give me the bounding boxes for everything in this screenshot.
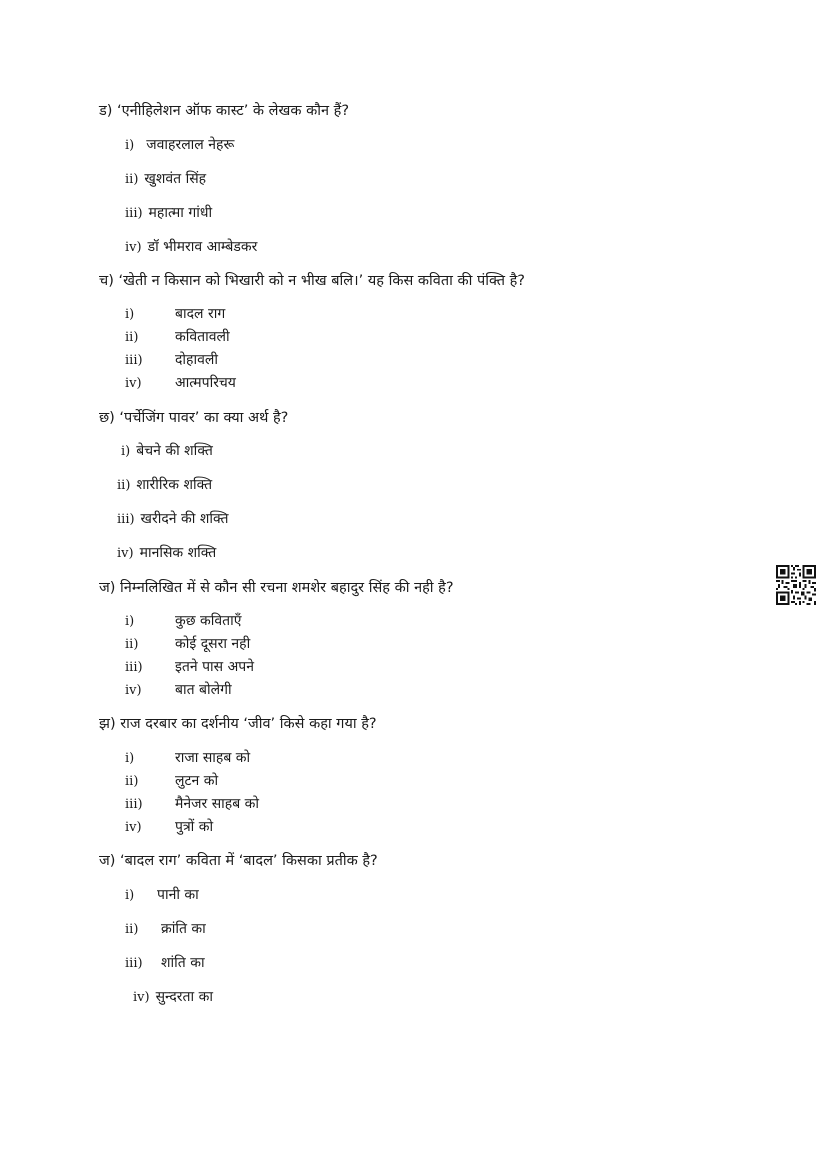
option-number: ii) (125, 330, 139, 345)
option-number: i) (125, 888, 135, 903)
option (117, 475, 212, 496)
option-text: राजा साहब को (175, 750, 251, 766)
option-text: लुटन को (175, 773, 219, 789)
option (125, 953, 205, 974)
option-number: iii) (125, 353, 143, 368)
option-text: कुछ कविताएँ (175, 613, 242, 629)
question-text: च) ‘खेती न किसान को भिखारी को न भीख बलि।’ यह किस कविता की पंक्ति है? (99, 273, 525, 289)
option-number: ii) (125, 172, 139, 187)
question-text: झ) राज दरबार का दर्शनीय ‘जीव’ किसे कहा गया है? (99, 716, 377, 732)
option-text: कवितावली (175, 329, 230, 345)
option (125, 817, 213, 838)
option-number: iv) (117, 546, 134, 561)
question-text: ज) निम्नलिखित में से कौन सी रचना शमशेर बहादुर सिंह की नही है? (99, 580, 454, 596)
question-text: ड) ‘एनीहिलेशन ऑफ कास्ट’ के लेखक कौन हैं? (99, 103, 350, 119)
option (125, 327, 230, 348)
option-text: शांति का (161, 955, 205, 971)
option-number: i) (125, 138, 135, 153)
option-number: iv) (125, 683, 142, 698)
option-text: पानी का (157, 887, 199, 903)
option-number: iii) (125, 797, 143, 812)
option-number: ii) (117, 478, 131, 493)
option (125, 771, 218, 792)
option-text: पुत्रों को (175, 819, 214, 835)
option-number: iv) (125, 820, 142, 835)
option-number: iv) (125, 376, 142, 391)
option (125, 203, 212, 224)
option-text: आत्मपरिचय (175, 375, 236, 391)
option-text: क्रांति का (161, 921, 206, 937)
option-number: iii) (125, 206, 143, 221)
option-text: खुशवंत सिंह (144, 171, 207, 187)
option-text: जवाहरलाल नेहरू (146, 137, 235, 153)
option (125, 919, 206, 940)
option (125, 611, 242, 632)
question-text: छ) ‘पर्चेजिंग पावर’ का क्या अर्थ है? (99, 410, 289, 426)
option (125, 634, 250, 655)
option (125, 135, 234, 156)
option-text: मानसिक शक्ति (139, 545, 217, 561)
option (117, 543, 216, 564)
option-number: i) (121, 444, 131, 459)
option (117, 509, 228, 530)
option (125, 794, 259, 815)
qr-code-icon (776, 565, 816, 605)
option (125, 748, 250, 769)
option (125, 237, 257, 258)
option-text: दोहावली (175, 352, 219, 368)
option-text: खरीदने की शक्ति (140, 511, 229, 527)
option (125, 373, 236, 394)
option-text: शारीरिक शक्ति (136, 477, 213, 493)
option (125, 680, 232, 701)
option-number: ii) (125, 922, 139, 937)
option-number: iii) (125, 660, 143, 675)
option (125, 657, 254, 678)
option-number: i) (125, 614, 135, 629)
option-text: डॉ भीमराव आम्बेडकर (147, 239, 258, 255)
option-number: iii) (117, 512, 135, 527)
option-number: i) (125, 307, 135, 322)
option-text: महात्मा गांधी (148, 205, 213, 221)
option (125, 885, 199, 906)
option-number: ii) (125, 637, 139, 652)
question-text: ज) ‘बादल राग’ कविता में ‘बादल’ किसका प्रतीक है? (99, 853, 378, 869)
option-text: मैनेजर साहब को (175, 796, 260, 812)
option-text: बात बोलेगी (175, 682, 232, 698)
option-text: कोई दूसरा नही (175, 636, 251, 652)
option-number: i) (125, 751, 135, 766)
option (121, 441, 213, 462)
option-number: iv) (125, 240, 142, 255)
option-text: सुन्दरता का (155, 989, 213, 1005)
option-text: बादल राग (175, 306, 226, 322)
option-number: iv) (133, 990, 150, 1005)
option (125, 350, 218, 371)
option-number: iii) (125, 956, 143, 971)
option-text: बेचने की शक्ति (136, 443, 213, 459)
option (133, 987, 213, 1008)
option (125, 169, 206, 190)
option-number: ii) (125, 774, 139, 789)
option (125, 304, 225, 325)
option-text: इतने पास अपने (175, 659, 254, 675)
